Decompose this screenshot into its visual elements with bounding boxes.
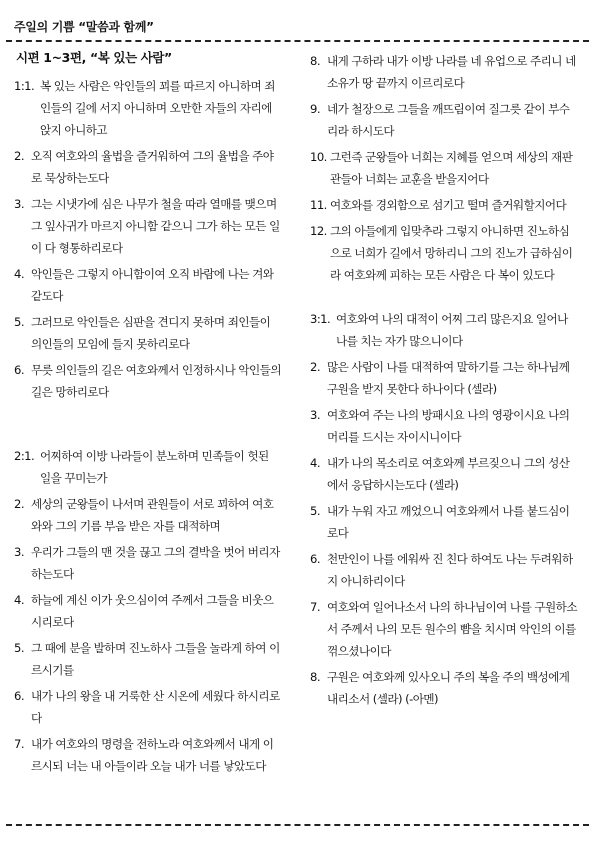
- verse-text: 여호와여 나의 대적이 어찌 그리 많은지요 일어나 나를 치는 자가 많으니이다: [336, 312, 568, 348]
- verse-text: 그의 아들에게 입맞추라 그렇지 아니하면 진노하심으로 너희가 길에서 망하리니 그의 진노가 급하심이라 여호와께 피하는 모든 사람은 다 복이 있도다: [330, 224, 573, 282]
- verse-1-2: [14, 145, 282, 189]
- verse-text: 많은 사람이 나를 대적하여 말하기를 그는 하나님께 구원을 받지 못한다 하나이다 (셀라): [327, 360, 570, 396]
- verse-2-12: [310, 220, 578, 286]
- verse-text: 우리가 그들의 맨 것을 끊고 그의 결박을 벗어 버리자 하는도다: [31, 545, 280, 581]
- verse-2-5: [14, 637, 282, 681]
- verse-text: 여호와여 주는 나의 방패시요 나의 영광이시요 나의 머리를 드시는 자이시니이다: [327, 408, 570, 444]
- verse-text: 악인들은 그렇지 아니함이여 오직 바람에 나는 겨와 같도다: [31, 267, 274, 303]
- verse-3-8: [310, 666, 578, 710]
- verse-1-5: [14, 311, 282, 355]
- verse-number: 3:1.: [310, 312, 331, 326]
- verse-number: 3.: [14, 545, 24, 559]
- verse-text: 어찌하여 이방 나라들이 분노하며 민족들이 헛된 일을 꾸미는가: [40, 449, 269, 485]
- verse-number: 5.: [310, 504, 320, 518]
- verse-3-5: [310, 500, 578, 544]
- verse-text: 내가 나의 목소리로 여호와께 부르짖으니 그의 성산에서 응답하시는도다 (셀라): [327, 456, 570, 492]
- verse-2-9: [310, 98, 578, 142]
- verse-number: 4.: [310, 456, 320, 470]
- verse-2-4: [14, 589, 282, 633]
- verse-2-8: [310, 50, 578, 94]
- verse-1-1: [14, 75, 282, 141]
- verse-number: 10.: [310, 150, 327, 164]
- top-divider: [6, 40, 589, 42]
- verse-text: 내가 나의 왕을 내 거룩한 산 시온에 세웠다 하시리로다: [31, 689, 280, 725]
- verse-3-7: [310, 596, 578, 662]
- verse-1-3: [14, 193, 282, 259]
- verse-1-6: [14, 359, 282, 403]
- verse-text: 네가 철장으로 그들을 깨뜨림이여 질그릇 같이 부수리라 하시도다: [327, 102, 570, 138]
- verse-2-11: [310, 194, 578, 216]
- verse-text: 그는 시냇가에 심은 나무가 철을 따라 열매를 맺으며 그 잎사귀가 마르지 아니함 같으니 그가 하는 모든 일이 다 형통하리로다: [31, 197, 280, 255]
- verse-text: 구원은 여호와께 있사오니 주의 복을 주의 백성에게 내리소서 (셀라) (-아멘): [327, 670, 570, 706]
- verse-text: 내게 구하라 내가 이방 나라를 네 유업으로 주리니 네 소유가 땅 끝까지 이르리로다: [327, 54, 576, 90]
- right-column: [310, 50, 578, 710]
- verse-3-1: [310, 308, 578, 352]
- verse-2-10: [310, 146, 578, 190]
- bottom-divider: [6, 824, 589, 826]
- verse-number: 2.: [14, 149, 24, 163]
- verse-number: 3.: [310, 408, 320, 422]
- verse-number: 3.: [14, 197, 24, 211]
- verse-number: 6.: [14, 689, 24, 703]
- verse-text: 오직 여호와의 율법을 즐거워하여 그의 율법을 주야로 묵상하는도다: [31, 149, 274, 185]
- verse-3-2: [310, 356, 578, 400]
- verse-number: 8.: [310, 670, 320, 684]
- verse-2-7: [14, 733, 282, 777]
- verse-text: 천만인이 나를 에워싸 진 친다 하여도 나는 두려워하지 아니하리이다: [327, 552, 573, 588]
- verse-3-3: [310, 404, 578, 448]
- left-column: [14, 50, 282, 777]
- verse-number: 6.: [14, 363, 24, 377]
- verse-number: 7.: [310, 600, 320, 614]
- verse-text: 하늘에 계신 이가 웃으심이여 주께서 그들을 비웃으시리로다: [31, 593, 274, 629]
- verse-number: 2.: [310, 360, 320, 374]
- verse-number: 8.: [310, 54, 320, 68]
- verse-text: 내가 여호와의 명령을 전하노라 여호와께서 내게 이르시되 너는 내 아들이라 오늘 내가 너를 낳았도다: [31, 737, 274, 773]
- verse-1-4: [14, 263, 282, 307]
- verse-text: 무릇 의인들의 길은 여호와께서 인정하시나 악인들의 길은 망하리로다: [31, 363, 281, 399]
- verse-text: 그러므로 악인들은 심판을 견디지 못하며 죄인들이 의인들의 모임에 들지 못하리로다: [31, 315, 271, 351]
- verse-text: 그 때에 분을 발하며 진노하사 그들을 놀라게 하여 이르시기를: [31, 641, 280, 677]
- verse-3-6: [310, 548, 578, 592]
- verse-text: 세상의 군왕들이 나서며 관원들이 서로 꾀하여 여호와와 그의 기름 부음 받은 자를 대적하며: [31, 497, 274, 533]
- verse-text: 여호와를 경외함으로 섬기고 떨며 즐거워할지어다: [330, 198, 567, 212]
- verse-number: 5.: [14, 641, 24, 655]
- verse-2-3: [14, 541, 282, 585]
- verse-number: 9.: [310, 102, 320, 116]
- verse-text: 여호와여 일어나소서 나의 하나님이여 나를 구원하소서 주께서 나의 모든 원수의 뺨을 치시며 악인의 이를 꺾으셨나이다: [327, 600, 577, 658]
- verse-text: 그런즉 군왕들아 너희는 지혜를 얻으며 세상의 재판관들아 너희는 교훈을 받을지어다: [330, 150, 573, 186]
- verse-number: 11.: [310, 198, 327, 212]
- verse-number: 4.: [14, 593, 24, 607]
- verse-text: 복 있는 사람은 악인들의 꾀를 따르지 아니하며 죄인들의 길에 서지 아니하며 오만한 자들의 자리에 앉지 아니하고: [40, 79, 275, 137]
- verse-number: 6.: [310, 552, 320, 566]
- verse-number: 4.: [14, 267, 24, 281]
- verse-text: 내가 누워 자고 깨었으니 여호와께서 나를 붙드심이로다: [327, 504, 570, 540]
- verse-2-6: [14, 685, 282, 729]
- verse-number: 1:1.: [14, 79, 35, 93]
- verse-2-2: [14, 493, 282, 537]
- page-header-title: 주일의 기쁨 “말씀과 함께”: [14, 20, 154, 34]
- verse-number: 2.: [14, 497, 24, 511]
- verse-number: 7.: [14, 737, 24, 751]
- verse-number: 2:1.: [14, 449, 35, 463]
- verse-number: 5.: [14, 315, 24, 329]
- verse-3-4: [310, 452, 578, 496]
- section-title: 시편 1~3편, “복 있는 사람”: [16, 50, 172, 65]
- verse-2-1: [14, 445, 282, 489]
- verse-number: 12.: [310, 224, 327, 238]
